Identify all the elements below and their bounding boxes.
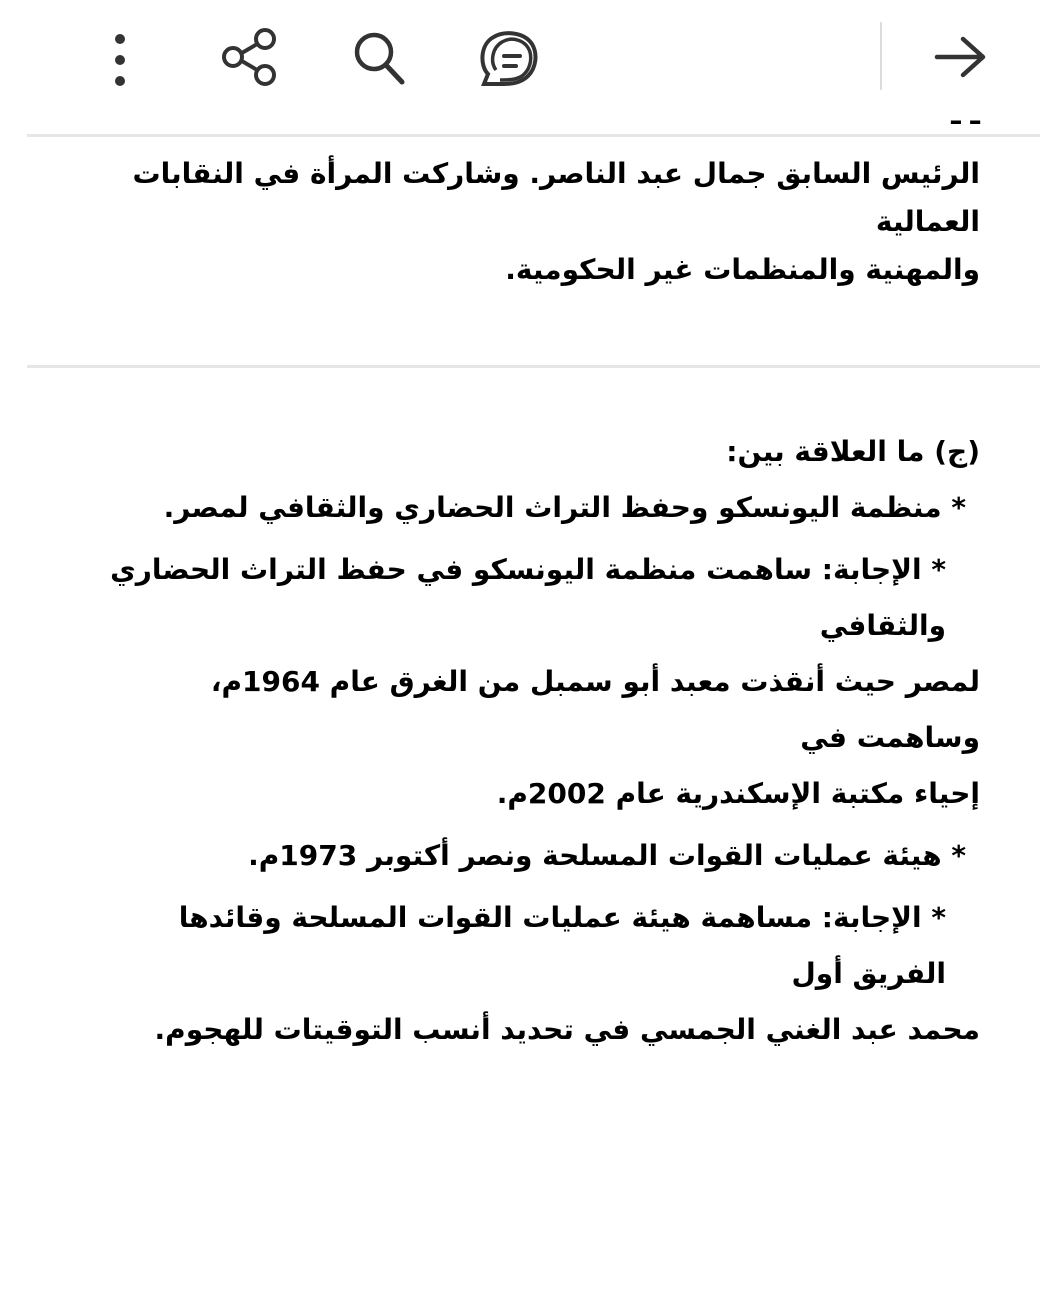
answer-1 [78,542,980,822]
top-toolbar [0,0,1057,112]
question-item-1: * منظمة اليونسكو وحفظ التراث الحضاري والثقافي لمصر. [163,491,966,524]
question-heading: (ج) ما العلاقة بين: [726,435,980,468]
clipped-text-line [27,112,1040,138]
share-icon [217,25,281,89]
question-item-2: * هيئة عمليات القوات المسلحة ونصر أكتوبر 1973م. [248,839,966,872]
arrow-right-icon [931,27,991,87]
more-vertical-icon [110,27,130,87]
answer-2-line-1: * الإجابة: مساهمة هيئة عمليات القوات المسلحة وقائدها الفريق أول [178,901,946,990]
more-options-button[interactable] [85,22,155,92]
search-button[interactable] [344,22,414,92]
answer-1-line-3: إحياء مكتبة الإسكندرية عام 2002م. [496,777,980,810]
back-button[interactable] [926,22,996,92]
notes-button[interactable] [472,22,542,92]
answer-2-line-2: محمد عبد الغني الجمسي في تحديد أنسب التوقيتات للهجوم. [154,1013,980,1046]
intro-paragraph [78,150,980,294]
share-button[interactable] [214,22,284,92]
clipped-text: ـ ـ [951,112,980,131]
toolbar-divider [880,22,882,90]
search-icon [347,25,411,89]
section-separator [27,365,1040,368]
answer-2 [78,890,980,1058]
answer-1-line-1: * الإجابة: ساهمت منظمة اليونسكو في حفظ التراث الحضاري والثقافي [110,553,946,642]
chat-note-icon [474,24,540,90]
intro-line-1: الرئيس السابق جمال عبد الناصر. وشاركت المرأة في النقابات العمالية [132,157,980,238]
answer-1-line-2: لمصر حيث أنقذت معبد أبو سمبل من الغرق عام 1964م، وساهمت في [210,665,980,754]
intro-line-2: والمهنية والمنظمات غير الحكومية. [505,253,980,286]
question-section [78,424,980,1058]
